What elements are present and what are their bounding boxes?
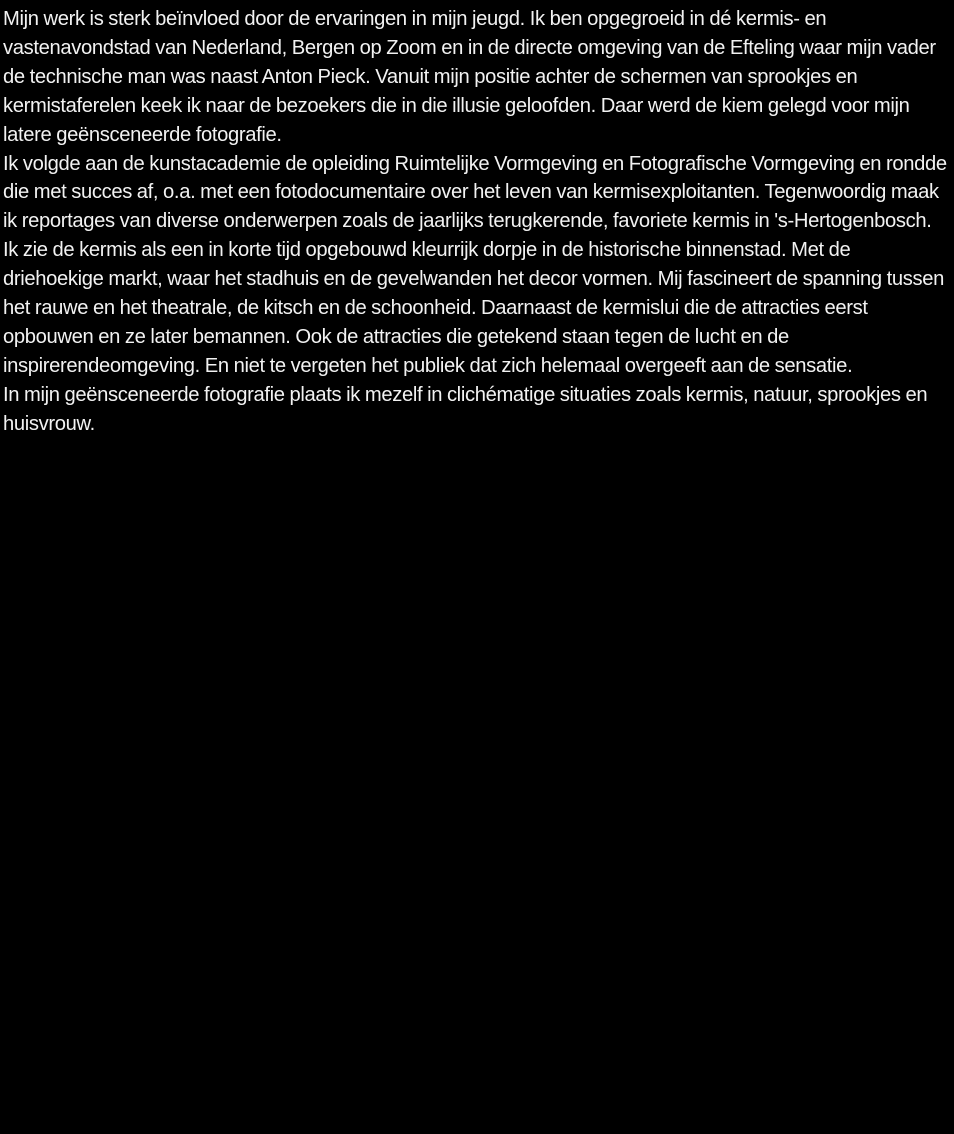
paragraph-fair-vision: Ik zie de kermis als een in korte tijd opgebouwd kleurrijk dorpje in de historische binnenstad. Met de driehoekige markt, waar het stadhuis en de gevelwanden het decor vormen. Mij fascineert de spanning tussen het rauwe en het theatrale, de kitsch en de schoonheid. Daarnaast de kermislui die de attracties eerst opbouwen en ze later bemannen. Ook de attracties die getekend staan tegen de lucht en de inspirerendeomgeving. En niet te vergeten het publiek dat zich helemaal overgeeft aan de sensatie.: [3, 239, 945, 377]
paragraph-education: Ik volgde aan de kunstacademie de opleiding Ruimtelijke Vormgeving en Fotografische Vormgeving en rondde die met succes af, o.a. met een fotodocumentaire over het leven van kermisexploitanten. Tegenwoordig maak ik reportages van diverse onderwerpen zoals de jaarlijks terugkerende, favoriete kermis in 's-Hertogenbosch.: [3, 152, 947, 233]
paragraph-staged-photography: In mijn geënsceneerde fotografie plaats ik mezelf in clichématige situaties zoals kermis, natuur, sprookjes en huisvrouw.: [3, 383, 928, 435]
paragraph-childhood: Mijn werk is sterk beïnvloed door de ervaringen in mijn jeugd. Ik ben opgegroeid in dé kermis- en vastenavondstad van Nederland, Bergen op Zoom en in de directe omgeving van de Efteling waar mijn vader de technische man was naast Anton Pieck. Vanuit mijn positie achter de schermen van sprookjes en kermistaferelen keek ik naar de bezoekers die in die illusie geloofden. Daar werd de kiem gelegd voor mijn latere geënsceneerde fotografie.: [3, 8, 936, 146]
